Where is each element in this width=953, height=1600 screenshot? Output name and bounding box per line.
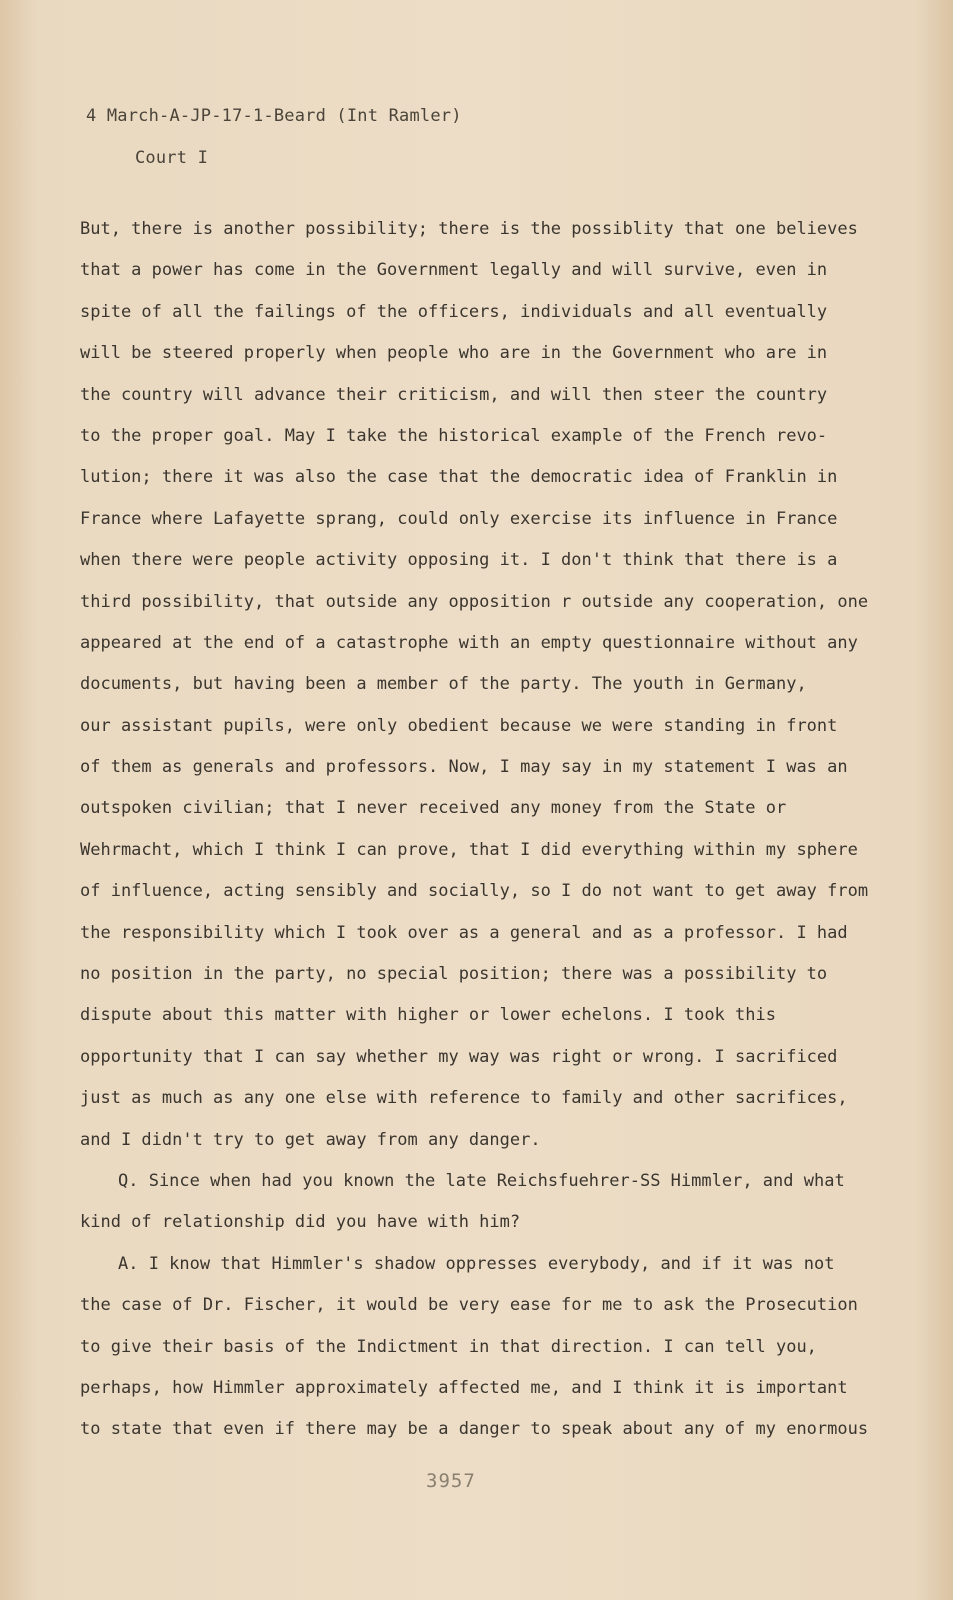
transcript-id-header: 4 March-A-JP-17-1-Beard (Int Ramler): [86, 106, 462, 126]
text-line: opportunity that I can say whether my way was right or wrong. I sacrificed: [80, 1046, 838, 1067]
text-line: to the proper goal. May I take the historical example of the French revo-: [80, 425, 828, 446]
text-line: no position in the party, no special position; there was a possibility to: [80, 964, 828, 985]
page-number: 3957: [426, 1470, 476, 1492]
text-line: our assistant pupils, were only obedient because we were standing in front: [80, 715, 838, 736]
text-line: appeared at the end of a catastrophe with an empty questionnaire without any: [80, 632, 858, 653]
text-line: dispute about this matter with higher or lower echelons. I took this: [80, 1005, 776, 1026]
text-line: third possibility, that outside any opposition r outside any cooperation, one: [80, 591, 869, 612]
answer-line: A. I know that Himmler's shadow oppresses everybody, and if it was not: [118, 1253, 835, 1274]
text-line: the case of Dr. Fischer, it would be very ease for me to ask the Prosecution: [80, 1295, 858, 1316]
text-line: of them as generals and professors. Now, I may say in my statement I was an: [80, 757, 848, 778]
text-line: to give their basis of the Indictment in that direction. I can tell you,: [80, 1336, 817, 1357]
text-line: perhaps, how Himmler approximately affected me, and I think it is important: [80, 1377, 848, 1398]
text-line: outspoken civilian; that I never received any money from the State or: [80, 798, 787, 819]
text-line: spite of all the failings of the officers, individuals and all eventually: [80, 301, 828, 322]
text-line: that a power has come in the Government legally and will survive, even in: [80, 260, 828, 281]
text-line: the responsibility which I took over as a general and as a professor. I had: [80, 922, 848, 943]
text-line: kind of relationship did you have with him?: [80, 1212, 521, 1233]
text-line: of influence, acting sensibly and socially, so I do not want to get away from: [80, 881, 869, 902]
text-line: the country will advance their criticism, and will then steer the country: [80, 384, 828, 405]
text-line: and I didn't try to get away from any danger.: [80, 1129, 541, 1150]
text-line: just as much as any one else with reference to family and other sacrifices,: [80, 1088, 848, 1109]
text-line: Wehrmacht, which I think I can prove, that I did everything within my sphere: [80, 839, 858, 860]
text-line: But, there is another possibility; there is the possiblity that one believes: [80, 219, 858, 239]
question-line: Q. Since when had you known the late Reichsfuehrer-SS Himmler, and what: [118, 1170, 845, 1191]
text-line: when there were people activity opposing it. I don't think that there is a: [80, 550, 838, 571]
text-line: documents, but having been a member of the party. The youth in Germany,: [80, 674, 807, 695]
court-label: Court I: [135, 148, 209, 168]
text-line: to state that even if there may be a danger to speak about any of my enormous: [80, 1419, 869, 1440]
transcript-body: [80, 209, 870, 1451]
text-line: France where Lafayette sprang, could only exercise its influence in France: [80, 508, 838, 529]
text-line: lution; there it was also the case that the democratic idea of Franklin in: [80, 467, 838, 488]
text-line: will be steered properly when people who are in the Government who are in: [80, 343, 828, 364]
